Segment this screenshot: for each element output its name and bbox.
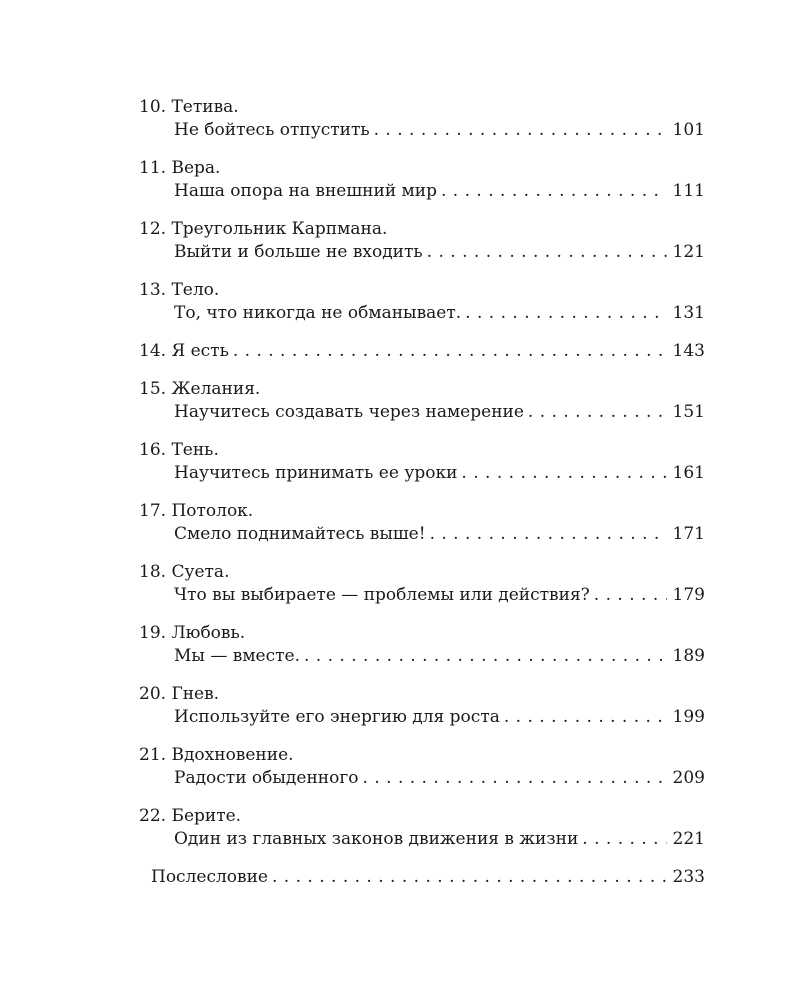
dot-leader [430,523,667,546]
page-number: 131 [672,303,705,323]
toc-entry-subline [139,241,705,264]
chapter-title: Тетива. [171,97,239,117]
chapter-number: 21. [139,745,167,765]
chapter-title: Я есть [171,341,229,361]
chapter-title: Вдохновение. [171,745,294,765]
toc-entry-21 [139,744,705,790]
chapter-number: 19. [139,623,167,643]
toc-entry-13 [139,279,705,325]
toc-entry-subline [139,767,705,790]
toc-entry-12 [139,218,705,264]
toc-entry-subline [139,523,705,546]
page-number: 101 [672,120,705,140]
toc-entry-afterword [139,866,705,889]
chapter-number: 14. [139,341,167,361]
chapter-title: Гнев. [171,684,220,704]
chapter-subtitle: Один из главных законов движения в жизни [174,829,579,849]
chapter-subtitle: Смело поднимайтесь выше! [174,524,426,544]
toc-entry-20 [139,683,705,729]
chapter-title: Тень. [171,440,219,460]
dot-leader [374,119,667,142]
toc-entry-15 [139,378,705,424]
toc-entry-subline [139,302,705,325]
chapter-number: 18. [139,562,167,582]
toc-entry-subline [139,584,705,607]
chapter-number: 16. [139,440,167,460]
dot-leader [427,241,667,264]
chapter-title: Любовь. [171,623,246,643]
toc-entry-heading [139,744,705,767]
chapter-title: Суета. [171,562,230,582]
toc-entry-subline [139,645,705,668]
toc-entry-10 [139,96,705,142]
page-number: 199 [672,707,705,727]
chapter-number: 10. [139,97,167,117]
toc-entry-17 [139,500,705,546]
chapter-subtitle: Мы — вместе. [174,646,300,666]
toc-entry-heading [139,683,705,706]
chapter-title: Желания. [171,379,261,399]
toc-entry-heading [139,218,705,241]
page-number: 161 [672,463,705,483]
chapter-subtitle: То, что никогда не обманывает. [174,303,462,323]
chapter-number: 17. [139,501,167,521]
dot-leader [594,584,667,607]
dot-leader [363,767,667,790]
chapter-title: Тело. [171,280,220,300]
chapter-number: 12. [139,219,167,239]
chapter-title: Берите. [171,806,242,826]
chapter-title: Вера. [171,158,221,178]
chapter-number: 15. [139,379,167,399]
toc-entry-subline [139,462,705,485]
toc-entry-subline [139,340,705,363]
dot-leader [528,401,667,424]
chapter-number: 13. [139,280,167,300]
dot-leader [461,462,666,485]
toc-entry-19 [139,622,705,668]
dot-leader [233,340,667,363]
page-number: 151 [672,402,705,422]
dot-leader [272,866,667,889]
chapter-number: 22. [139,806,167,826]
chapter-title: Потолок. [171,501,254,521]
toc-entry-subline [139,401,705,424]
page-number: 143 [672,341,705,361]
chapter-number: 11. [139,158,167,178]
page-number: 179 [672,585,705,605]
chapter-subtitle: Наша опора на внешний мир [174,181,437,201]
toc-entry-heading [139,439,705,462]
toc-entry-subline [139,706,705,729]
chapter-number: 20. [139,684,167,704]
toc-entry-heading [139,378,705,401]
dot-leader [441,180,667,203]
chapter-subtitle: Не бойтесь отпустить [174,120,370,140]
toc-entry-14 [139,340,705,363]
toc-entry-subline [139,866,705,889]
toc-entry-11 [139,157,705,203]
page-number: 111 [672,181,705,201]
chapter-subtitle: Научитесь создавать через намерение [174,402,524,422]
toc-entry-heading [139,96,705,119]
chapter-title: Треугольник Карпмана. [171,219,388,239]
page-number: 233 [672,867,705,887]
toc-entry-heading [139,805,705,828]
page-number: 171 [672,524,705,544]
afterword-title: Послесловие [151,867,268,887]
dot-leader [465,302,666,325]
toc-entry-subline [139,828,705,851]
toc-entry-16 [139,439,705,485]
page-number: 121 [672,242,705,262]
chapter-subtitle: Радости обыденного [174,768,359,788]
toc-entry-heading [139,561,705,584]
toc-entry-18 [139,561,705,607]
toc-entry-heading [139,622,705,645]
toc-entry-heading [139,279,705,302]
chapter-subtitle: Используйте его энергию для роста [174,707,500,727]
chapter-subtitle: Что вы выбираете — проблемы или действия? [174,585,590,605]
table-of-contents [139,96,705,904]
page-number: 209 [672,768,705,788]
chapter-subtitle: Научитесь принимать ее уроки [174,463,458,483]
toc-entry-subline [139,180,705,203]
toc-entry-subline [139,119,705,142]
dot-leader [304,645,667,668]
chapter-subtitle: Выйти и больше не входить [174,242,423,262]
dot-leader [582,828,666,851]
page-number: 221 [672,829,705,849]
dot-leader [504,706,667,729]
page-number: 189 [672,646,705,666]
toc-entry-heading [139,157,705,180]
toc-entry-22 [139,805,705,851]
toc-entry-heading [139,500,705,523]
